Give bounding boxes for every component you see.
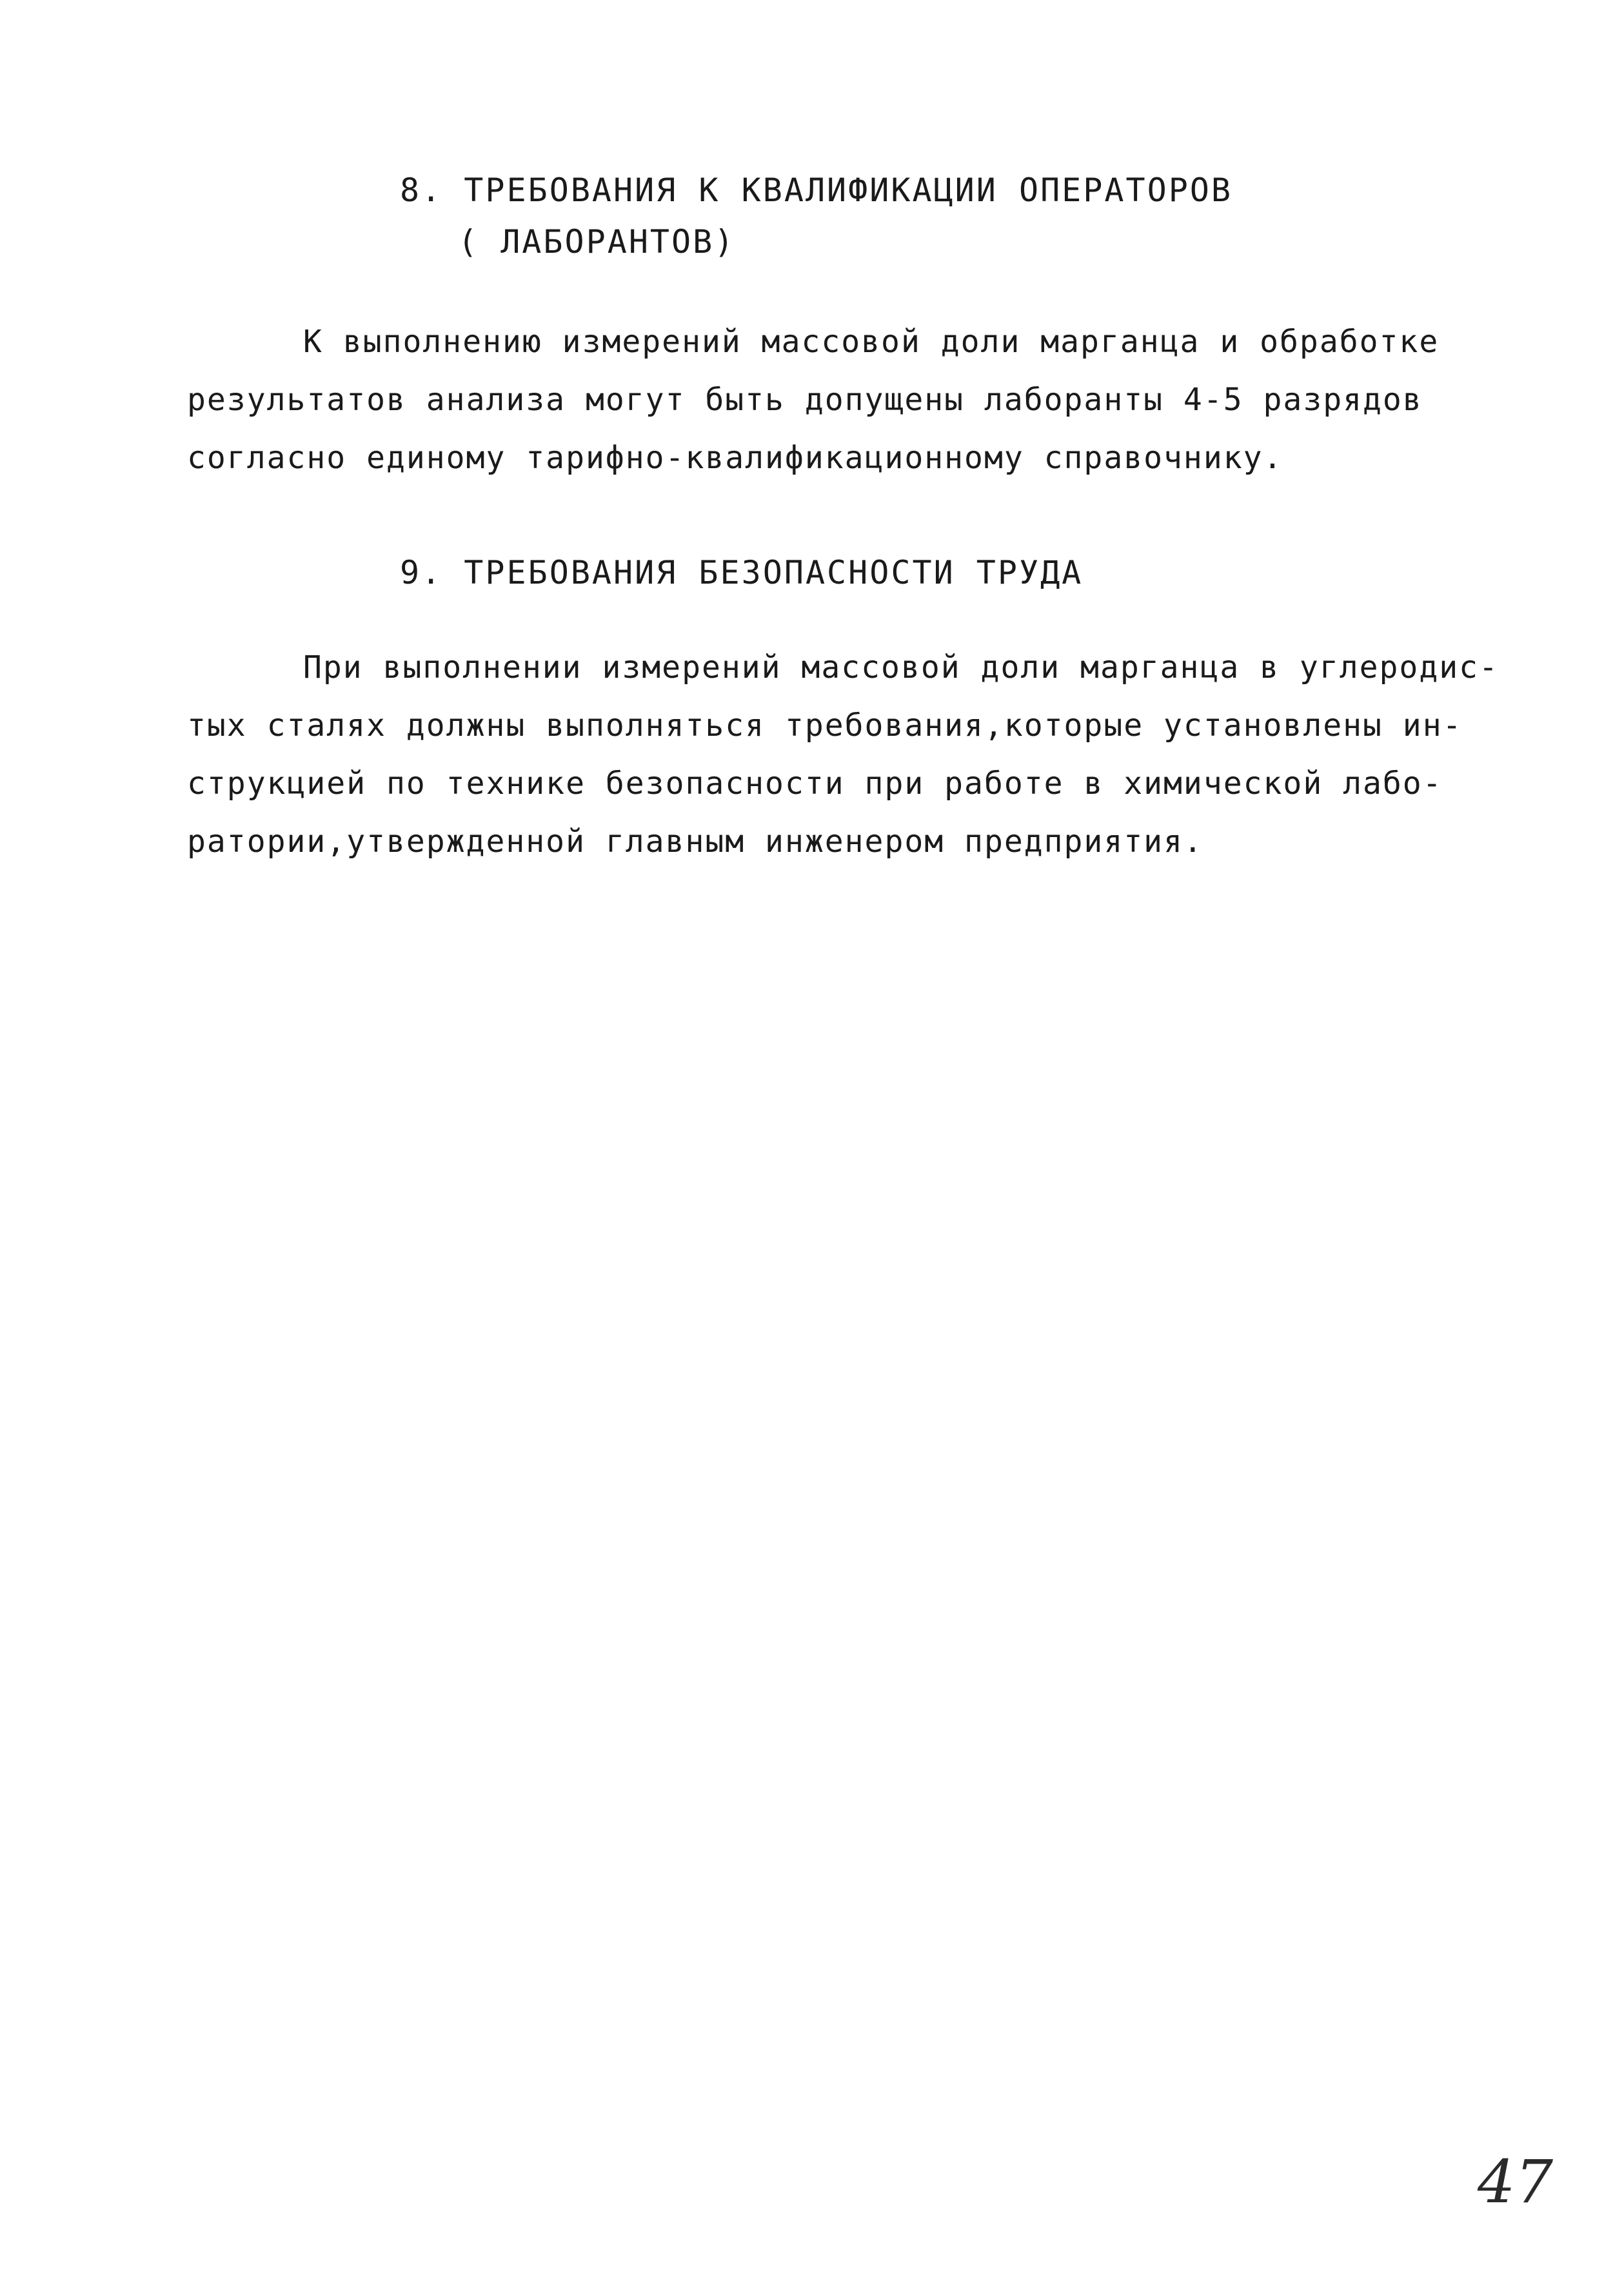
section-9-line-4: ратории,утвержденной главным инженером предприятия. — [187, 824, 1203, 860]
section-9-heading-line: 9. ТРЕБОВАНИЯ БЕЗОПАСНОСТИ ТРУДА — [400, 554, 1084, 591]
section-8-line-3: согласно единому тарифно-квалификационному справочнику. — [187, 440, 1283, 476]
section-8-heading-line-1: 8. ТРЕБОВАНИЯ К КВАЛИФИКАЦИИ ОПЕРАТОРОВ — [400, 172, 1233, 209]
section-9-heading — [400, 547, 1083, 598]
section-9-paragraph — [187, 638, 1499, 871]
section-8-paragraph — [187, 313, 1439, 487]
page-number: 47 — [1477, 2147, 1553, 2216]
section-9-line-1: При выполнении измерений массовой доли марганца в углеродис- — [303, 649, 1499, 686]
section-8-line-2: результатов анализа могут быть допущены лаборанты 4-5 разрядов — [187, 382, 1423, 418]
section-8-line-1: К выполнению измерений массовой доли марганца и обработке — [303, 324, 1440, 360]
section-8-heading — [400, 164, 1233, 268]
section-9-line-2: тых сталях должны выполняться требования,которые установлены ин- — [187, 707, 1463, 744]
section-8-heading-line-2: ( ЛАБОРАНТОВ) — [458, 223, 736, 261]
section-9-line-3: струкцией по технике безопасности при работе в химической лабо- — [187, 765, 1443, 802]
